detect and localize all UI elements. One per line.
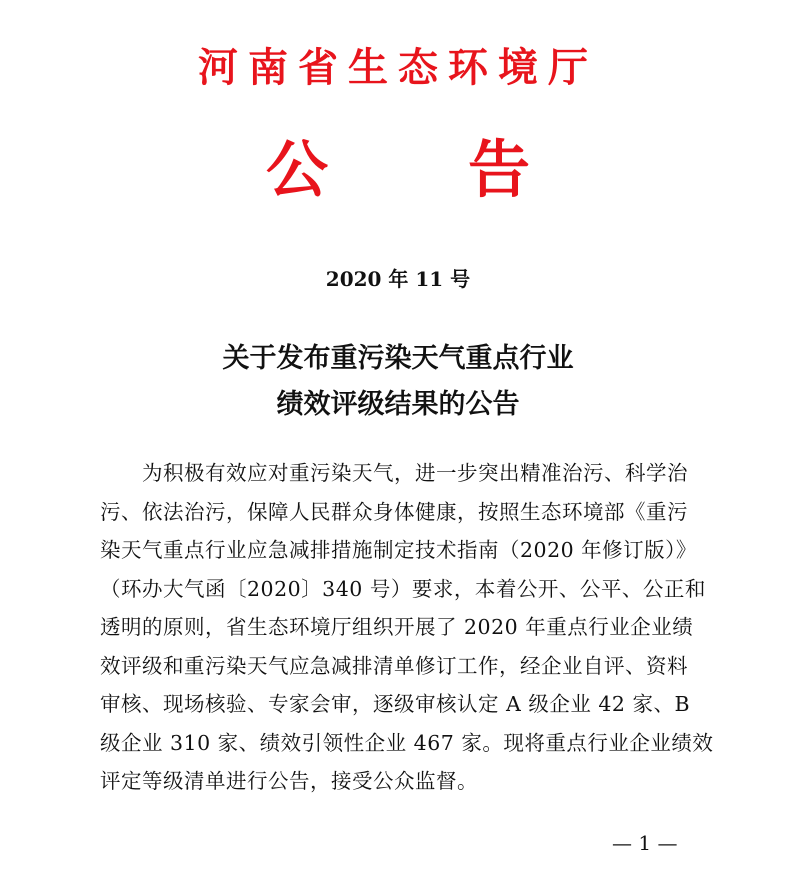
body-paragraph (100, 454, 714, 801)
body-line: 评定等级清单进行公告，接受公众监督。 (100, 769, 478, 793)
document-type-char-1: 公 (265, 133, 328, 206)
body-line: 效评级和重污染天气应急减排清单修订工作，经企业自评、资料 (100, 653, 688, 678)
document-title (0, 336, 796, 428)
body-line: 污、依法治污，保障人民群众身体健康，按照生态环境部《重污 (100, 499, 688, 524)
document-type-char-2: 告 (468, 133, 531, 206)
body-line: 级企业 310 家、绩效引领性企业 467 家。现将重点行业企业绩效 (100, 730, 714, 755)
body-line: 染天气重点行业应急减排措施制定技术指南（2020 年修订版）》 (100, 538, 697, 562)
document-type-heading (0, 130, 796, 210)
title-line-1: 关于发布重污染天气重点行业 (222, 343, 574, 374)
body-line: 透明的原则，省生态环境厅组织开展了 2020 年重点行业企业绩 (100, 615, 694, 639)
document-number: 2020 年 11 号 (325, 267, 471, 291)
body-line: （环办大气函〔2020〕340 号）要求，本着公开、公平、公正和 (100, 576, 706, 601)
page-number: — 1 — (612, 831, 678, 855)
title-line-2: 绩效评级结果的公告 (276, 389, 520, 420)
issuer-heading: 河南省生态环境厅 (198, 45, 598, 91)
body-line: 审核、现场核验、专家会审，逐级审核认定 A 级企业 42 家、B (100, 692, 691, 716)
body-line: 为积极有效应对重污染天气，进一步突出精准治污、科学治 (100, 461, 688, 485)
